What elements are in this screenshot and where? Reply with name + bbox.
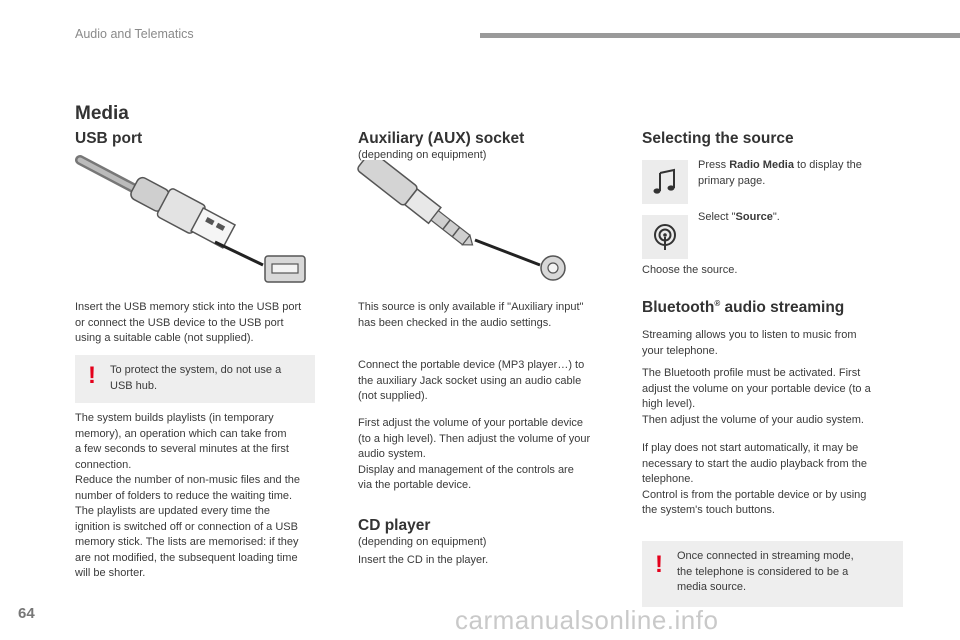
aux-heading: Auxiliary (AUX) socket: [358, 130, 525, 147]
radio-source-icon: [642, 215, 688, 259]
usb-text-1: Insert the USB memory stick into the USB port or connect the USB device to the USB port using a suitable cable (not supplied).: [75, 301, 302, 344]
usb-text-2: The system builds playlists (in temporary memory), an operation which can take from a few seconds to several minutes at the first connection. Reduce the number of non-music files and the number of folders to reduce the waiting time. The playlists are updated every time the ignition is switched off or connection of a USB memory stick. The lists are memorised: if they are not modified, the subsequent loading time will be shorter.: [75, 412, 301, 579]
aux-subheading: (depending on equipment): [358, 149, 487, 161]
radio-media-label: Radio Media: [729, 159, 794, 171]
usb-warning-box: [75, 355, 315, 403]
source-heading: Selecting the source: [642, 130, 794, 147]
cd-heading: CD player: [358, 517, 431, 534]
bluetooth-text-3: If play does not start automatically, it may be necessary to start the audio playback from the telephone. Control is from the portable device or by using the system's touch buttons.: [642, 442, 868, 516]
cd-subheading: (depending on equipment): [358, 536, 487, 548]
section-title: Audio and Telematics: [75, 27, 194, 41]
choose-source-text: Choose the source.: [642, 264, 738, 276]
aux-text-1: This source is only available if "Auxiliary input" has been checked in the audio settings.: [358, 301, 584, 329]
warning-icon: !: [88, 362, 96, 389]
source-step-2: Select "Source".: [698, 211, 780, 223]
bluetooth-heading: Bluetooth® audio streaming: [642, 299, 845, 317]
bluetooth-text-2: The Bluetooth profile must be activated. First adjust the volume on your portable device (to a high level). Then adjust the volume of your audio system.: [642, 367, 871, 426]
aux-text-3: First adjust the volume of your portable device (to a high level). Then adjust the volume of your audio system. Display and management of the controls are via the portable device.: [358, 417, 591, 491]
usb-heading: USB port: [75, 130, 143, 147]
cd-text: Insert the CD in the player.: [358, 554, 489, 566]
aux-jack-illustration: [355, 160, 585, 290]
page-title: Media: [75, 103, 129, 124]
usb-plug-illustration: [75, 150, 315, 290]
watermark: carmanualsonline.info: [455, 605, 719, 635]
source-label: Source: [735, 211, 773, 223]
music-note-icon: [642, 160, 688, 204]
warning-icon: !: [655, 551, 663, 578]
bluetooth-warning-text: Once connected in streaming mode, the telephone is considered to be a media source.: [677, 550, 854, 593]
bluetooth-text-1: Streaming allows you to listen to music from your telephone.: [642, 329, 857, 357]
aux-text-2: Connect the portable device (MP3 player…) to the auxiliary Jack socket using an audio cable (not supplied).: [358, 359, 585, 402]
header-bar: [480, 33, 960, 38]
bluetooth-warning-box: [642, 541, 903, 607]
usb-warning-text: To protect the system, do not use a USB hub.: [110, 364, 282, 392]
source-step-1: Press Radio Media to display the primary page.: [698, 159, 862, 187]
page-number: 64: [18, 605, 35, 622]
